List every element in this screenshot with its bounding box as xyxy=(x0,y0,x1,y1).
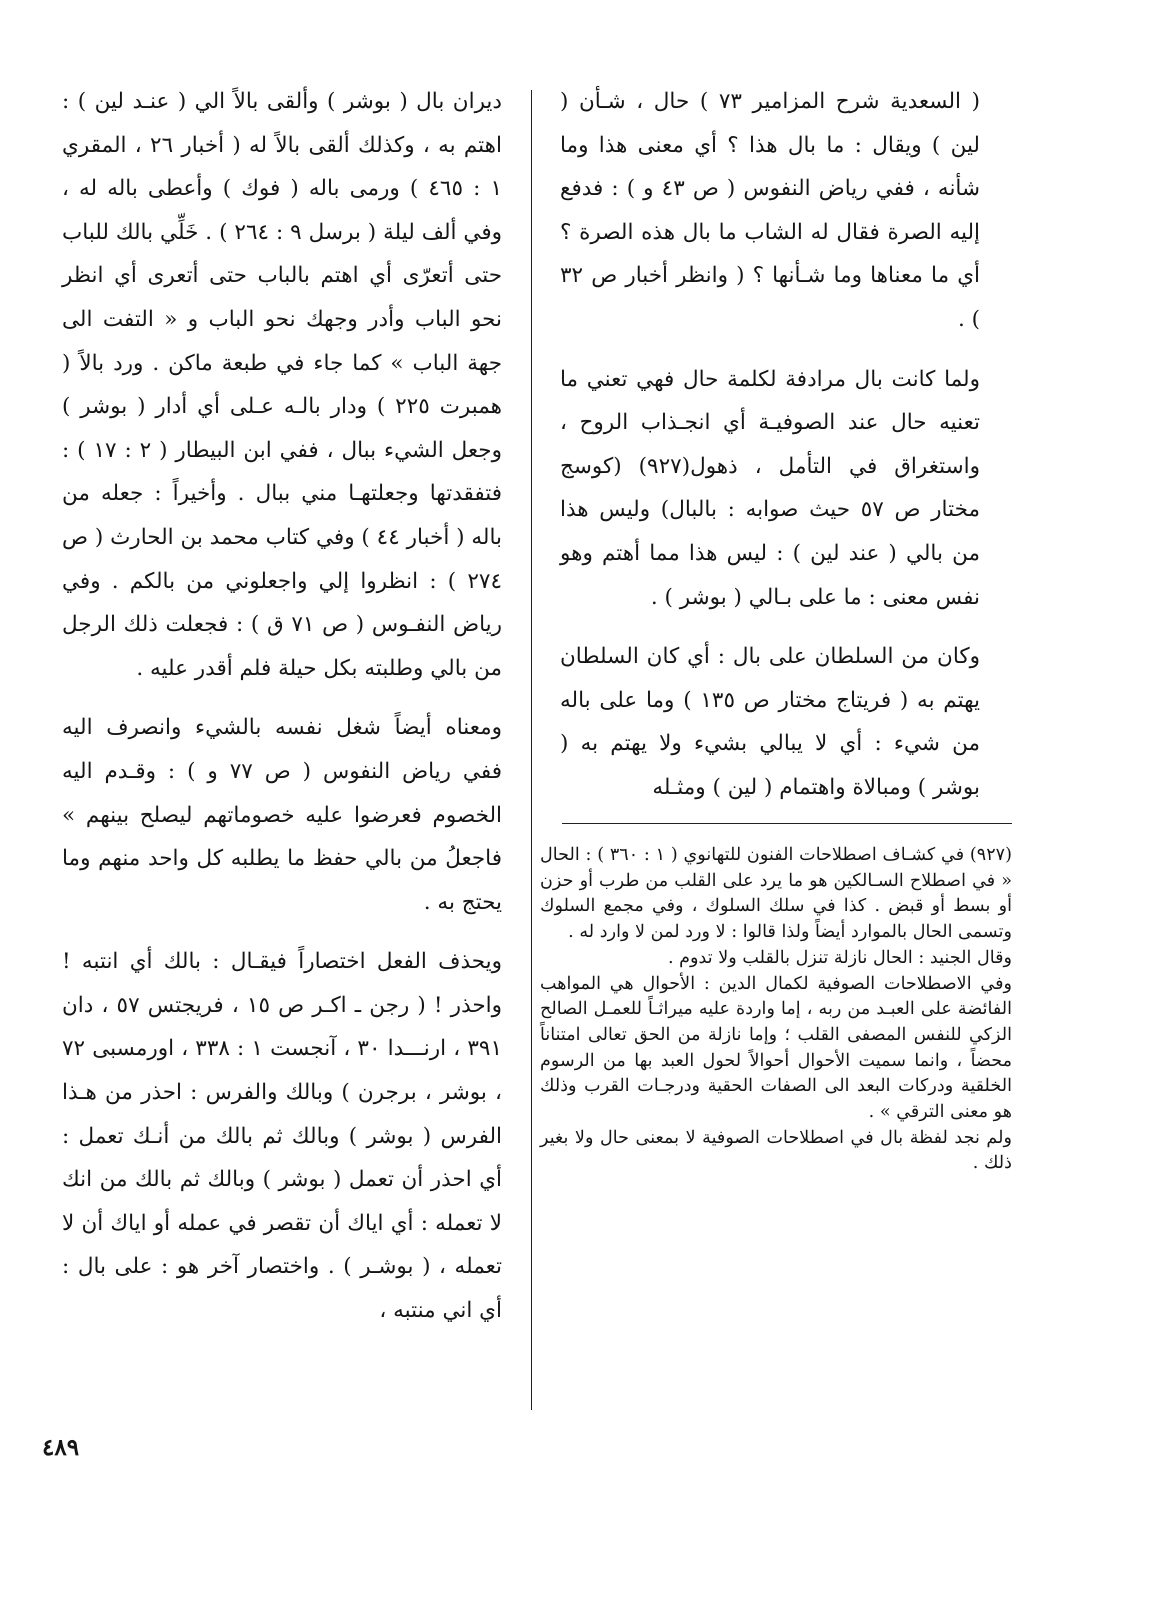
right-paragraph-3: وكان من السلطان على بال : أي كان السلطان يهتم به ( فريتاج مختار ص ١٣٥ ) وما على باله من شيء : أي لا يبالي بشيء ولا يهتم به ( بوشر ) ومبالاة واهتمام ( لين ) ومثـله xyxy=(560,644,981,800)
footnote-block xyxy=(540,843,1012,1177)
footnote-paragraph-1: (٩٢٧) في كشـاف اصطلاحات الفنون للتهانوي ( ١ : ٣٦٠ ) : الحال « في اصطلاح السـالكين هو ما يرد على القلب من طرب أو حزن أو بسط أو قبض . كذا في سلك السلوك ، وفي مجمع السلوك وتسمى الحال بالموارد أيضاً ولذا قالوا : لا ورد لمن لا وارد له . xyxy=(540,845,1012,943)
right-paragraph-2: ولما كانت بال مرادفة لكلمة حال فهي تعني ما تعنيه حال عند الصوفيـة أي انجـذاب الروح ، واستغراق في التأمل ، ذهول(٩٢٧) (كوسج مختار ص ٥٧ حيث صوابه : بالبال) وليس هذا من بالي ( عند لين ) : ليس هذا مما أهتم وهو نفس معنى : ما على بـالي ( بوشر ) . xyxy=(560,366,980,610)
left-paragraph-1: ديران بال ( بوشر ) وألقى بالاً الي ( عنـد لين ) : اهتم به ، وكذلك ألقى بالاً له ( أخبار ٢٦ ، المقري ١ : ٤٦٥ ) ورمى باله ( فوك ) وأعطى باله له ، وفي ألف ليلة ( برسل ٩ : ٢٦٤ ) . خَلِّي بالك للباب حتى أتعرّى أي اهتم بالباب حتى أتعرى أي انظر نحو الباب وأدر وجهك نحو الباب و « التفت الى جهة الباب » كما جاء في طبعة ماكن . ورد بالاً ( همبرت ٢٢٥ ) ودار بالـه عـلى أي أدار ( بوشر ) وجعل الشيء ببال ، ففي ابن البيطار ( ٢ : ١٧ ) : فتفقدتها وجعلتهـا مني ببال . وأخيراً : جعله من باله ( أخبار ٤٤ ) وفي كتاب محمد بن الحارث ( ص ٢٧٤ ) : انظروا إلي واجعلوني من بالكم . وفي رياض النفـوس ( ص ٧١ ق ) : فجعلت ذلك الرجل من بالي وطلبته بكل حيلة فلم أقدر عليه . xyxy=(62,89,503,681)
column-divider xyxy=(531,90,532,1410)
footnote-paragraph-2: وقال الجنيد : الحال نازلة تنزل بالقلب ولا تدوم . xyxy=(667,947,1012,968)
right-paragraph-1: ( السعدية شرح المزامير ٧٣ ) حال ، شـأن ( لين ) ويقال : ما بال هذا ؟ أي معنى هذا وما شأنه ، ففي رياض النفوس ( ص ٤٣ و ) : فدفع إليه الصرة فقال له الشاب ما بال هذه الصرة ؟ أي ما معناها وما شـأنها ؟ ( وانظر أخبار ص ٣٢ ) . xyxy=(560,89,980,332)
footnote-separator xyxy=(562,823,1012,824)
left-paragraph-2: ومعناه أيضاً شغل نفسه بالشيء وانصرف اليه ففي رياض النفوس ( ص ٧٧ و ) : وقـدم اليه الخصوم فعرضوا عليه خصوماتهم ليصلح بينهم » فاجعلُ من بالي حفظ ما يطلبه كل واحد منهم وما يحتج به . xyxy=(62,715,503,915)
right-column xyxy=(560,80,980,810)
page-number: ٤٨٩ xyxy=(42,1434,80,1461)
left-column xyxy=(62,80,502,1333)
footnote-paragraph-3: وفي الاصطلاحات الصوفية لكمال الدين : الأحوال هي المواهب الفائضة على العبـد من ربه ، إما واردة عليه ميراثـاً للعمـل الصالح الزكي للنفس المصفى القلب ؛ وإما نازلة من الحق تعالى امتناناً محضاً ، وانما سميت الأحوال أحوالاً لحول العبد بها من الرسوم الخلقية ودركات البعد الى الصفات الحقية ودرجـات القرب وذلك هو معنى الترقي » . xyxy=(540,973,1012,1123)
left-paragraph-3: ويحذف الفعل اختصاراً فيقـال : بالك أي انتبه ! واحذر ! ( رجن ـ اكـر ص ١٥ ، فريجتس ٥٧ ، دان ٣٩١ ، ارنـــدا ٣٠ ، آنجست ١ : ٣٣٨ ، اورمسبى ٧٢ ، بوشر ، برجرن ) وبالك والفرس : احذر من هـذا الفرس ( بوشر ) وبالك ثم بالك من أنـك تعمل : أي احذر أن تعمل ( بوشر ) وبالك ثم بالك من انك لا تعمله : أي اياك أن تقصر في عمله أو اياك أن لا تعمله ، ( بوشـر ) . واختصار آخر هو : على بال : أي اني منتبه ، xyxy=(62,949,502,1324)
footnote-paragraph-4: ولم نجد لفظة بال في اصطلاحات الصوفية لا بمعنى حال ولا بغير ذلك . xyxy=(540,1127,1012,1174)
